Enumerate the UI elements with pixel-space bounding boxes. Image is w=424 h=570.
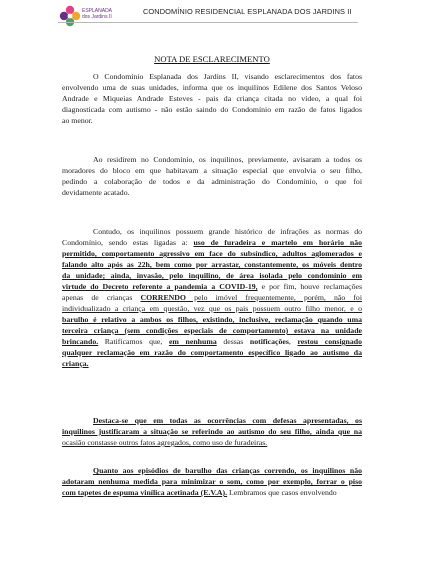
text-run: diagnosticada com autismo - não estão saindo do Condomínio em razão de fatos ligados [62,105,362,114]
text-line [62,465,362,476]
text-line [62,487,362,498]
text-line [62,325,362,336]
text-line [62,176,362,187]
text-run: uso de furadeira e martelo em horário não [193,238,363,247]
text-line [62,314,362,325]
text-run: adotaram nenhuma medida para minimizar o som, como por exemplo, forrar o piso [62,477,362,486]
logo-line: ESPLANADA [82,8,113,14]
text-line [62,71,362,82]
document-title-text: NOTA DE ESCLARECIMENTO [154,54,270,64]
text-line [62,292,362,303]
text-line [62,336,362,347]
header-divider [58,22,358,23]
text-line [62,226,362,237]
paragraph-noise [62,465,362,498]
text-run: Lembramos que casos envolvendo [227,488,337,497]
paragraph-defenses [62,415,362,448]
text-line [62,187,362,198]
text-run: virtude do Decreto referente a pandemia a COVID-19, [62,282,258,291]
text-run: individualizado a criança em questão, vez que os pais possuem outro filho menor, e o [62,304,362,313]
text-line [62,303,362,314]
text-run: CORRENDO [140,293,186,302]
text-line [62,415,362,426]
text-line [62,347,362,358]
text-line [62,115,362,126]
text-run: pelo imóvel frequentemente, porém, não foi [185,293,362,302]
text-line [62,281,362,292]
text-run: envolvendo uma de suas unidades, informa que os inquilinos Edilene dos Santos Veloso [62,83,362,92]
text-run: criança. [62,359,89,368]
text-run: devidamente acatado. [62,188,130,197]
text-run: terceira criança (sem condições especiais de comportamento) estava na unidade [62,326,362,335]
text-run: apenas de crianças [62,293,141,302]
text-run: falando alto após as 22h, bem como por arrastar, constantemente, os móveis dentro [62,260,362,269]
text-run: inquilinos justificaram a situação se referindo ao autismo do seu filho, ainda que na [62,427,362,436]
text-line [62,476,362,487]
text-run: ao menor. [62,116,93,125]
text-run: , [288,337,298,346]
text-line [62,259,362,270]
text-run: Andrade e Miqueias Andrade Esteves - pais da criança citada no vídeo, a qual foi [62,94,362,103]
page-header [0,0,424,34]
text-run: Ratificamos que, [98,337,169,346]
text-line [62,104,362,115]
text-line [62,82,362,93]
text-line [62,154,362,165]
text-line [62,237,362,248]
text-run: Destaca-se que em todas as ocorrências com defesas apresentadas, os [93,416,362,425]
text-line [62,437,362,448]
document-title [0,54,424,64]
text-run: e por fim, houve reclamações [257,282,362,291]
text-line [62,165,362,176]
condominium-logo [58,4,132,30]
paragraph-infractions [62,226,362,369]
text-run: moradores do bloco em que habitavam a situação especial que envolvia o seu filho, [62,166,362,175]
text-run: brincando. [62,337,99,346]
text-run: ocasião constasse outros fatos agregados, como uso de furadeiras. [62,438,268,447]
text-run: Ao residirem no Condomínio, os inquilinos, previamente, avisaram a todos os [93,155,362,164]
flower-logo-icon [58,4,82,28]
text-run: com tapetes de espuma vinílica acetinada (E.V.A). [62,488,228,497]
text-run: dessas [216,337,250,346]
text-line [62,93,362,104]
text-run: em nenhuma [168,337,217,346]
paragraph-residents [62,154,362,198]
logo-text [82,8,112,20]
text-line [62,358,362,369]
text-run: restou consignado [297,337,363,346]
logo-line: dos Jardins II [82,14,112,20]
text-run: O Condomínio Esplanada dos Jardins II, visando esclarecimentos dos fatos [93,72,362,81]
text-run: Contudo, os inquilinos possuem grande histórico de infrações as normas do [93,227,362,236]
header-title: CONDOMÍNIO RESIDENCIAL ESPLANADA DOS JARDINS II [143,7,352,16]
text-run: barulho é relativo a ambos os filhos, existindo, inclusive, reclamação quando uma [62,315,362,324]
text-run: Condomínio, sendo estas ligadas a: [62,238,194,247]
text-run: permitido, comportamento agressivo em face do subsíndico, adultos aglomerados e [62,249,362,258]
text-run: Quanto aos episódios de barulho das crianças correndo, os inquilinos não [93,466,362,475]
text-run: qualquer reclamação em razão do comportamento específico ligado ao autismo da [62,348,362,357]
paragraph-intro [62,71,362,126]
text-run: pedindo a colaboração de todos e da administração do Condomínio, o que foi [62,177,362,186]
text-line [62,248,362,259]
text-run: notificações [249,337,289,346]
text-run: da unidade; ainda, invasão, pelo inquilino, de área isolada pelo condomínio em [62,271,362,280]
text-line [62,426,362,437]
text-line [62,270,362,281]
